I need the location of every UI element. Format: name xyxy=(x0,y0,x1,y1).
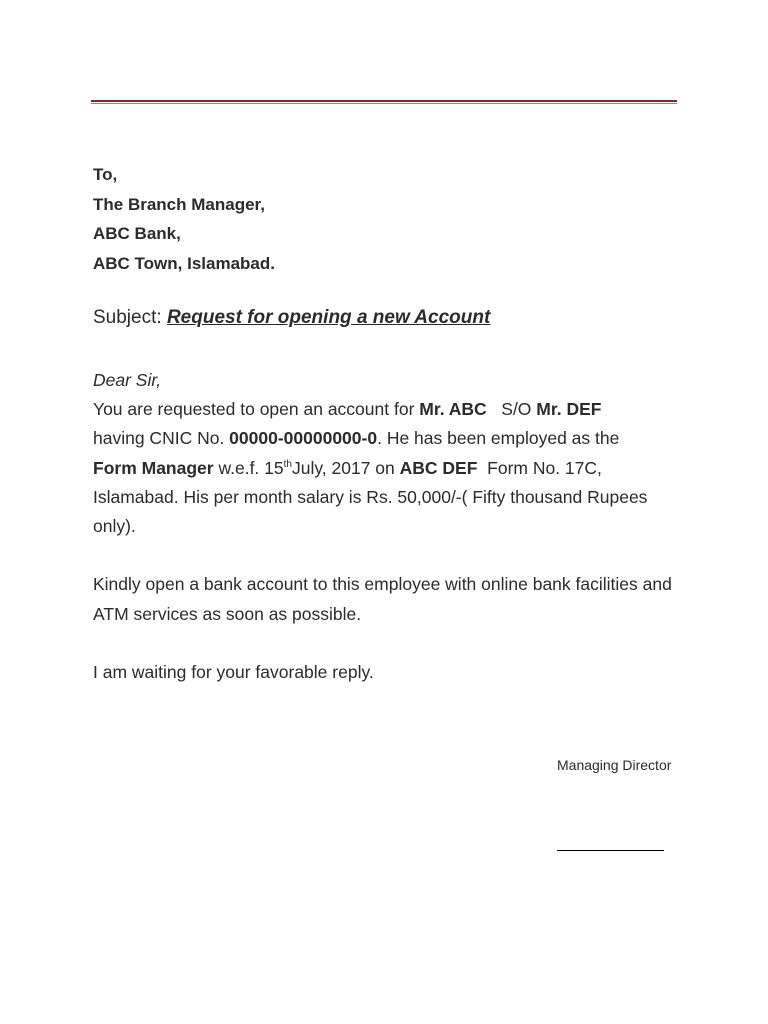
applicant-name: Mr. ABC xyxy=(419,399,487,420)
address-line: ABC Town, Islamabad. xyxy=(93,253,275,273)
para1-line3 xyxy=(93,458,602,478)
salutation: Dear Sir, xyxy=(93,370,162,390)
letter-body xyxy=(93,366,683,687)
address-line: The Branch Manager, xyxy=(93,194,265,214)
header-rule xyxy=(91,100,677,102)
superscript: th xyxy=(283,458,292,470)
header-rule-thin xyxy=(91,103,677,104)
para1-line2 xyxy=(93,428,619,448)
father-name: Mr. DEF xyxy=(536,399,602,420)
subject-line xyxy=(93,304,490,332)
para1-line1 xyxy=(93,399,601,419)
subject-label: Subject: xyxy=(93,307,162,328)
paragraph-1 xyxy=(93,395,683,541)
signature-title: Managing Director xyxy=(557,757,672,773)
company-name: ABC DEF xyxy=(399,457,478,478)
subject-text: Request for opening a new Account xyxy=(166,307,491,328)
text-run: July, 2017 on xyxy=(291,457,400,478)
address-line: ABC Bank, xyxy=(93,224,181,243)
text-run: You are requested to open an account for xyxy=(93,399,420,420)
text-run: S/O xyxy=(486,399,537,420)
address-line: To, xyxy=(93,165,118,184)
position: Form Manager xyxy=(93,457,214,478)
text-run: Form No. 17C, xyxy=(477,457,602,478)
paragraph-2: Kindly open a bank account to this employee with online bank facilities and ATM services as soon as possible. xyxy=(93,574,672,624)
text-run: w.e.f. 15 xyxy=(213,457,284,478)
para1-rest: Islamabad. His per month salary is Rs. 50,000/-( Fifty thousand Rupees only). xyxy=(93,486,648,537)
paragraph-3: I am waiting for your favorable reply. xyxy=(93,662,374,682)
cnic-number: 00000-00000000-0 xyxy=(229,428,378,449)
text-run: . He has been employed as the xyxy=(377,428,620,449)
text-run: having CNIC No. xyxy=(93,428,230,449)
signature-line xyxy=(557,850,664,851)
recipient-address xyxy=(93,160,275,278)
